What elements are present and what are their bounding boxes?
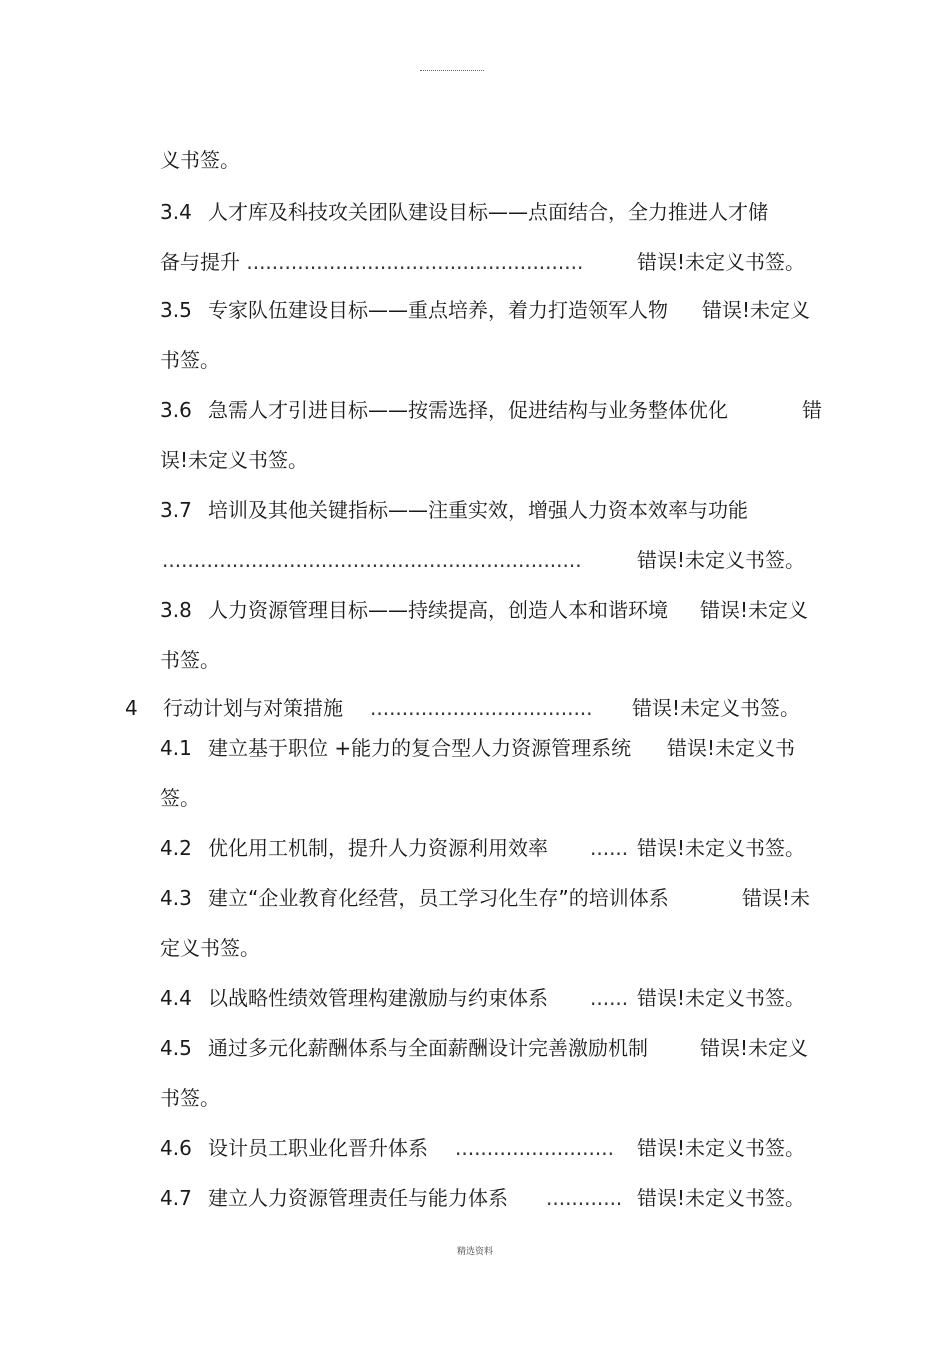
toc-entry-3-8[interactable] [160,598,668,622]
toc-entry-3-6[interactable] [160,398,728,422]
toc-error-ref: 错误!未定义书签。 [637,836,806,860]
toc-error-ref: 错误!未定义书签。 [637,1186,806,1210]
toc-error-ref: 错误!未定义书签。 [637,548,806,572]
toc-number: 3.4 [160,200,192,224]
toc-entry-3-4[interactable] [160,200,768,224]
toc-number: 4.2 [160,836,192,860]
toc-continuation: 签。 [160,786,200,810]
toc-error-ref: 错误!未定义 [700,1036,809,1060]
toc-continuation: 义书签。 [160,148,240,172]
toc-continuation: 定义书签。 [160,936,260,960]
toc-title: 培训及其他关键指标——注重实效，增强人力资本效率与功能 [208,498,748,522]
toc-continuation: 误!未定义书签。 [160,448,309,472]
toc-title: 建立“企业教育化经营，员工学习化生存”的培训体系 [208,886,669,910]
toc-title: 建立基于职位 +能力的复合型人力资源管理系统 [208,736,632,760]
toc-leader-dots: ......................... [455,1136,614,1160]
toc-entry-3-5[interactable] [160,298,668,322]
toc-title: 以战略性绩效管理构建激励与约束体系 [208,986,548,1010]
toc-number: 3.8 [160,598,192,622]
toc-error-ref: 错误!未定义书签。 [637,986,806,1010]
toc-entry-4-2[interactable] [160,836,548,860]
toc-number: 4.3 [160,886,192,910]
toc-number: 4.6 [160,1136,192,1160]
toc-number: 3.6 [160,398,192,422]
toc-title-cont: 备与提升 [160,250,240,274]
toc-error-ref: 错 [802,398,822,422]
toc-title: 优化用工机制，提升人力资源利用效率 [208,836,548,860]
toc-error-ref: 错误!未定义 [702,298,811,322]
toc-leader-dots: ..................................................... [246,250,584,274]
toc-number: 4.4 [160,986,192,1010]
header-rule [420,70,484,71]
toc-number: 4.1 [160,736,192,760]
toc-entry-4-7[interactable] [160,1186,508,1210]
toc-entry-4-5[interactable] [160,1036,648,1060]
toc-error-ref: 错误!未定义书签。 [637,1136,806,1160]
toc-entry-4-3[interactable] [160,886,669,910]
toc-continuation: 书签。 [160,1086,220,1110]
page-footer: 精选资料 [456,1247,493,1257]
toc-number: 3.5 [160,298,192,322]
toc-entry-4-1[interactable] [160,736,631,760]
toc-error-ref: 错误!未定义 [700,598,809,622]
toc-entry-3-4-cont[interactable] [160,250,583,274]
toc-continuation: 书签。 [160,648,220,672]
toc-leader-dots: ................................... [370,696,593,720]
toc-title: 通过多元化薪酬体系与全面薪酬设计完善激励机制 [208,1036,648,1060]
toc-leader-dots: ............ [546,1186,623,1210]
toc-continuation: 书签。 [160,348,220,372]
toc-title: 人才库及科技攻关团队建设目标——点面结合，全力推进人才储 [208,200,768,224]
toc-entry-4-4[interactable] [160,986,548,1010]
toc-title: 行动计划与对策措施 [163,696,343,720]
toc-number: 4.7 [160,1186,192,1210]
toc-leader-dots: ...... [590,986,629,1010]
toc-error-ref: 错误!未 [742,886,811,910]
toc-error-ref: 错误!未定义书签。 [637,250,806,274]
toc-leader-dots: .................................................................. [162,548,582,572]
toc-title: 设计员工职业化晋升体系 [208,1136,428,1160]
toc-number: 3.7 [160,498,192,522]
toc-number: 4.5 [160,1036,192,1060]
toc-entry-4[interactable] [125,696,343,720]
toc-entry-4-6[interactable] [160,1136,428,1160]
toc-title: 建立人力资源管理责任与能力体系 [208,1186,508,1210]
toc-title: 人力资源管理目标——持续提高，创造人本和谐环境 [208,598,668,622]
toc-title: 专家队伍建设目标——重点培养，着力打造领军人物 [208,298,668,322]
toc-title: 急需人才引进目标——按需选择，促进结构与业务整体优化 [208,398,728,422]
toc-error-ref: 错误!未定义书签。 [632,696,801,720]
toc-entry-3-7[interactable] [160,498,748,522]
toc-error-ref: 错误!未定义书 [667,736,796,760]
toc-number: 4 [125,696,138,720]
toc-leader-dots: ...... [590,836,629,860]
